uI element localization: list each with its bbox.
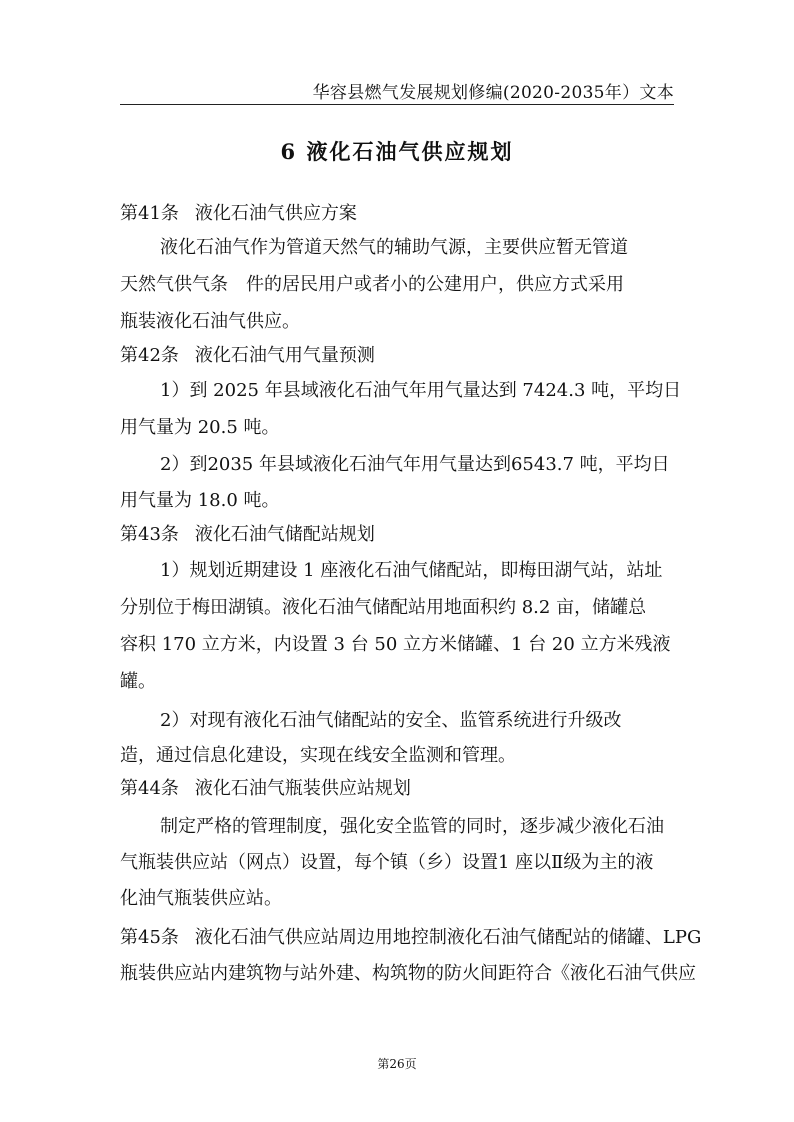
page-number: 第26页 xyxy=(377,1057,417,1071)
paragraph-line: 罐。 xyxy=(120,671,156,692)
article-number: 第45条 xyxy=(120,927,179,948)
article-41-heading xyxy=(120,199,674,229)
paragraph-line: 液化石油气作为管道天然气的辅助气源，主要供应暂无管道 xyxy=(160,237,628,258)
chapter-title: 6 液化石油气供应规划 xyxy=(280,139,514,164)
paragraph-line: 制定严格的管理制度，强化安全监管的同时，逐步减少液化石油 xyxy=(160,816,664,837)
article-title: 液化石油气供应方案 xyxy=(194,203,357,224)
paragraph-line: 2）对现有液化石油气储配站的安全、监管系统进行升级改 xyxy=(160,710,622,731)
article-43-heading xyxy=(120,520,674,550)
article-title: 液化石油气储配站规划 xyxy=(194,524,375,545)
running-header: 华容县燃气发展规划修编(2020-2035年）文本 xyxy=(312,83,674,103)
article-45-heading xyxy=(120,923,702,953)
paragraph-line: 2）到2035 年县域液化石油气年用气量达到6543.7 吨，平均日 xyxy=(160,454,670,475)
article-title: 液化石油气瓶装供应站规划 xyxy=(194,778,411,799)
article-number: 第44条 xyxy=(120,778,179,799)
article-42-heading xyxy=(120,341,674,371)
paragraph-line: 瓶装液化石油气供应。 xyxy=(120,311,300,332)
paragraph-line: 1）到 2025 年县域液化石油气年用气量达到 7424.3 吨，平均日 xyxy=(160,380,682,401)
article-number: 第43条 xyxy=(120,524,179,545)
article-44-heading xyxy=(120,774,674,804)
paragraph-line: 分别位于梅田湖镇。液化石油气储配站用地面积约 8.2 亩，储罐总 xyxy=(120,597,647,618)
header-rule xyxy=(120,104,674,105)
paragraph-line: 化油气瓶装供应站。 xyxy=(120,888,282,909)
paragraph-line: 天然气供气条 件的居民用户或者小的公建用户，供应方式采用 xyxy=(120,274,624,295)
paragraph-line: 用气量为 18.0 吨。 xyxy=(120,490,280,511)
article-title: 液化石油气用气量预测 xyxy=(194,345,375,366)
paragraph-line: 用气量为 20.5 吨。 xyxy=(120,417,280,438)
article-number: 第42条 xyxy=(120,345,179,366)
paragraph-line: 容积 170 立方米，内设置 3 台 50 立方米储罐、1 台 20 立方米残液 xyxy=(120,634,671,655)
paragraph-line: 1）规划近期建设 1 座液化石油气储配站，即梅田湖气站，站址 xyxy=(160,560,663,581)
paragraph-line: 气瓶装供应站（网点）设置，每个镇（乡）设置1 座以Ⅱ级为主的液 xyxy=(120,852,654,873)
article-title: 液化石油气供应站周边用地控制液化石油气储配站的储罐、LPG xyxy=(194,927,702,948)
paragraph-line: 瓶装供应站内建筑物与站外建、构筑物的防火间距符合《液化石油气供应 xyxy=(120,963,696,984)
paragraph-line: 造，通过信息化建设，实现在线安全监测和管理。 xyxy=(120,745,516,766)
article-number: 第41条 xyxy=(120,203,179,224)
